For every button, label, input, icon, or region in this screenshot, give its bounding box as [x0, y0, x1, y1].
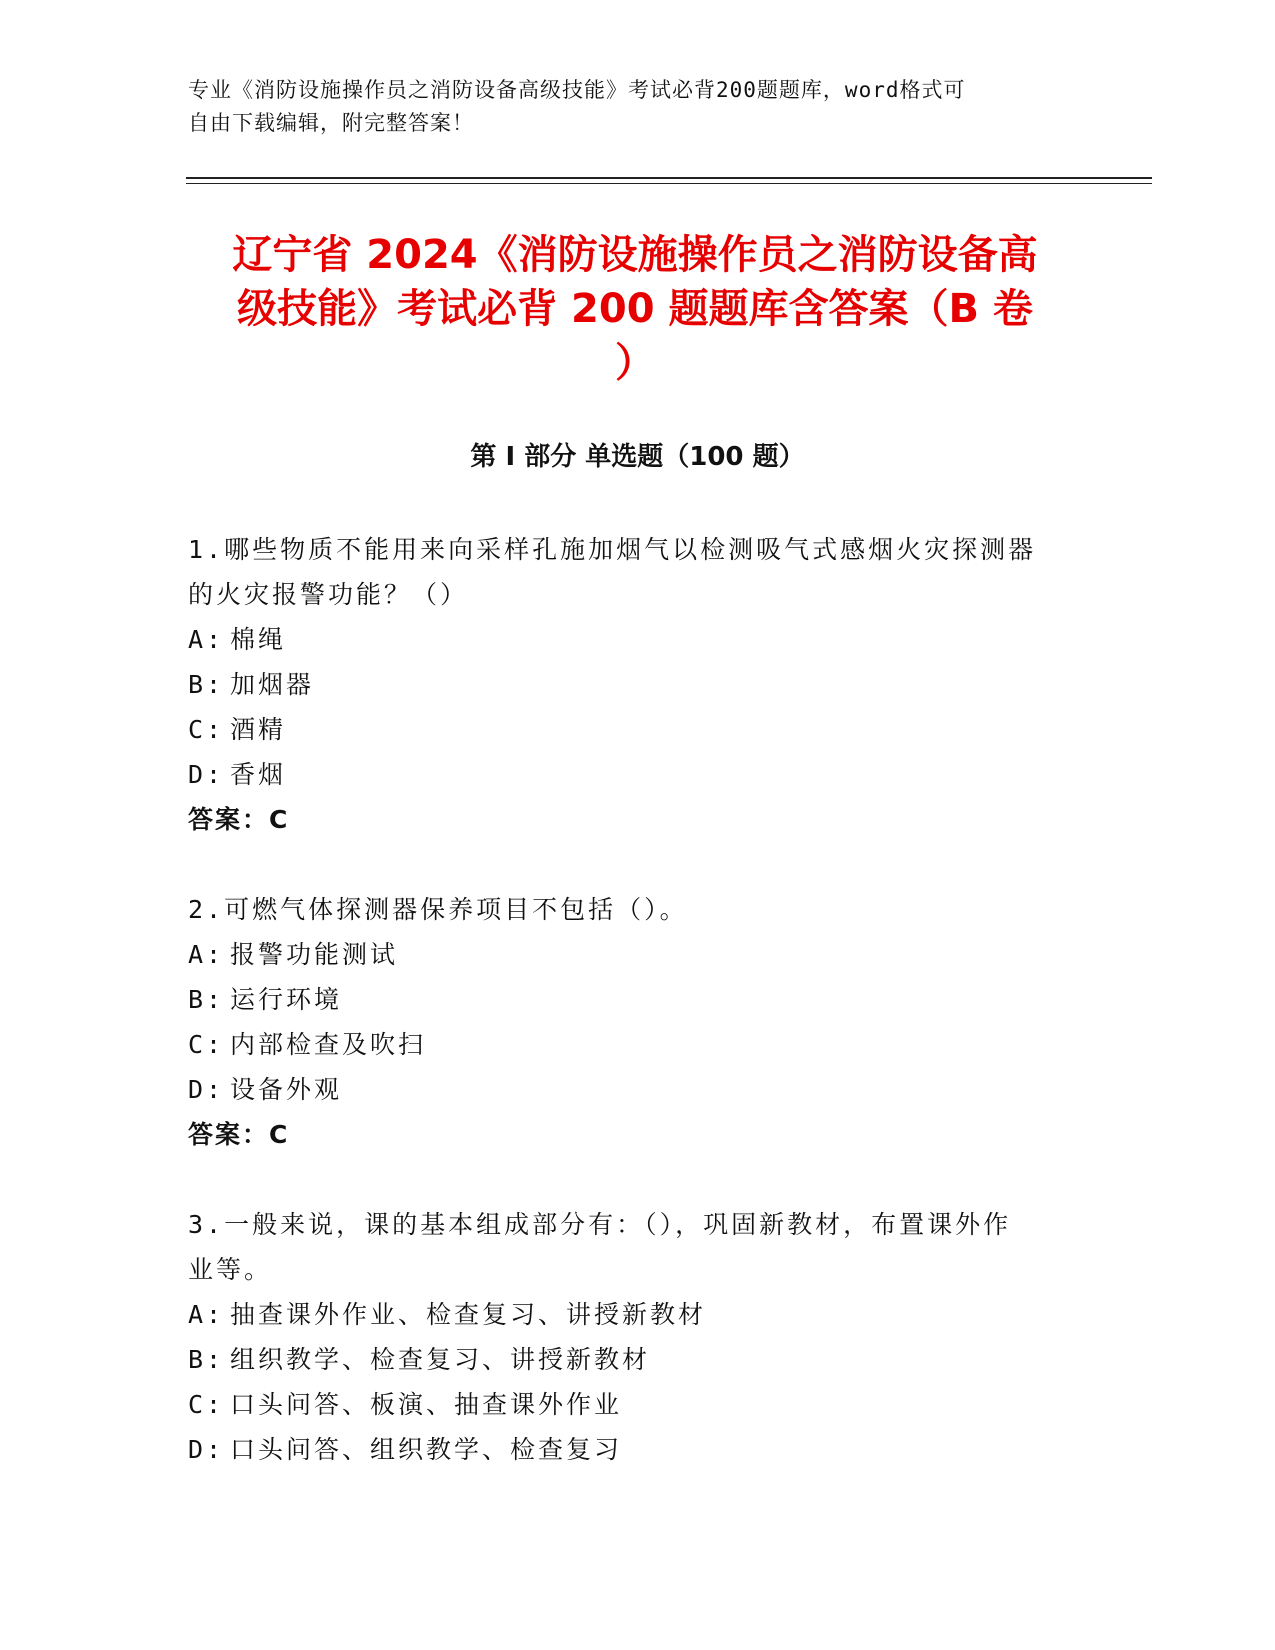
option-c — [188, 1382, 1088, 1427]
option-d — [188, 752, 1088, 797]
header-note — [188, 74, 1088, 140]
option-key: A: — [188, 625, 225, 654]
option-d — [188, 1067, 1088, 1112]
option-b — [188, 662, 1088, 707]
option-key: B: — [188, 1345, 225, 1374]
option-key: B: — [188, 985, 225, 1014]
option-key: D: — [188, 1075, 225, 1104]
document-title — [150, 228, 1120, 390]
question-stem-continued: 业等。 — [188, 1255, 273, 1284]
question-3 — [188, 1202, 1088, 1472]
question-list — [188, 527, 1088, 1517]
header-note-line-1: 专业《消防设施操作员之消防设备高级技能》考试必背200题题库，word格式可 — [188, 78, 966, 102]
option-a — [188, 1292, 1088, 1337]
option-text: 酒精 — [230, 715, 287, 744]
option-text: 内部检查及吹扫 — [230, 1030, 427, 1059]
option-c — [188, 1022, 1088, 1067]
option-text: 香烟 — [230, 760, 287, 789]
option-key: B: — [188, 670, 225, 699]
option-key: A: — [188, 1300, 225, 1329]
option-text: 运行环境 — [230, 985, 343, 1014]
option-text: 组织教学、检查复习、讲授新教材 — [230, 1345, 651, 1374]
answer-line: 答案：C — [188, 805, 290, 834]
option-text: 设备外观 — [230, 1075, 343, 1104]
header-divider — [186, 177, 1152, 179]
option-text: 口头问答、组织教学、检查复习 — [230, 1435, 623, 1464]
option-d — [188, 1427, 1088, 1472]
option-text: 口头问答、板演、抽查课外作业 — [230, 1390, 623, 1419]
document-title-line-2: 级技能》考试必背 200 题题库含答案（B 卷 — [237, 286, 1033, 332]
option-c — [188, 707, 1088, 752]
header-note-line-2: 自由下载编辑，附完整答案！ — [188, 111, 474, 135]
question-stem: 2.可燃气体探测器保养项目不包括（）。 — [188, 895, 688, 924]
option-key: C: — [188, 1030, 225, 1059]
option-b — [188, 977, 1088, 1022]
option-a — [188, 617, 1088, 662]
question-stem-continued: 的火灾报警功能？（） — [188, 580, 469, 609]
question-stem: 3.一般来说，课的基本组成部分有：（），巩固新教材，布置课外作 — [188, 1210, 1012, 1239]
question-stem: 1.哪些物质不能用来向采样孔施加烟气以检测吸气式感烟火灾探测器 — [188, 535, 1037, 564]
question-2 — [188, 887, 1088, 1157]
option-key: C: — [188, 1390, 225, 1419]
option-text: 棉绳 — [230, 625, 287, 654]
answer-line: 答案：C — [188, 1120, 290, 1149]
question-1 — [188, 527, 1088, 842]
option-text: 报警功能测试 — [230, 940, 399, 969]
section-heading: 第 I 部分 单选题（100 题） — [470, 442, 805, 472]
option-key: C: — [188, 715, 225, 744]
option-key: A: — [188, 940, 225, 969]
document-title-line-1: 辽宁省 2024《消防设施操作员之消防设备高 — [232, 232, 1038, 278]
option-text: 加烟器 — [230, 670, 315, 699]
header-divider-thin — [186, 183, 1152, 184]
option-a — [188, 932, 1088, 977]
option-b — [188, 1337, 1088, 1382]
option-key: D: — [188, 760, 225, 789]
option-text: 抽查课外作业、检查复习、讲授新教材 — [230, 1300, 707, 1329]
document-title-line-3: ） — [615, 340, 655, 386]
option-key: D: — [188, 1435, 225, 1464]
